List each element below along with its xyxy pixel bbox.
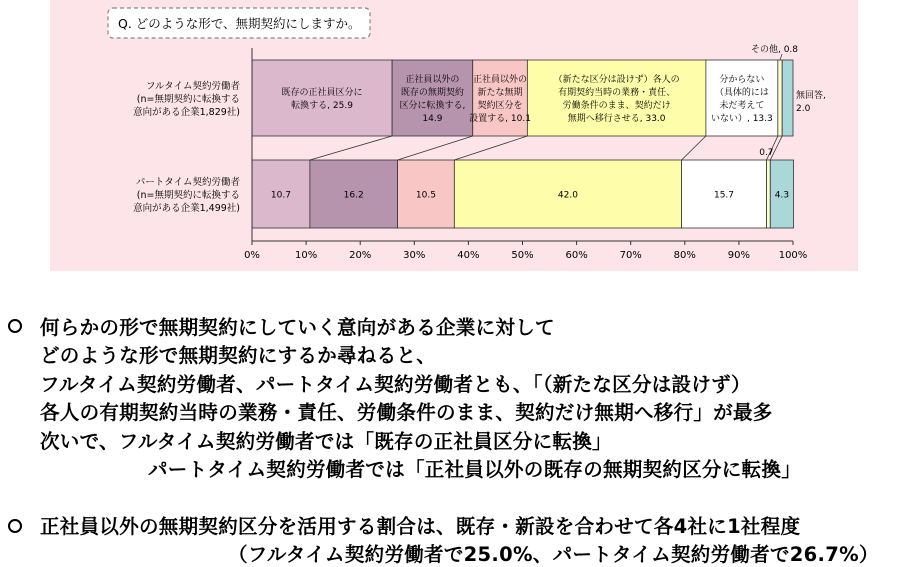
part-seg-label-6: 0.7 bbox=[759, 148, 774, 158]
row-label-2-line-1: パートタイム契約労働者 bbox=[135, 177, 240, 188]
part-seg-label-7: 4.3 bbox=[774, 190, 790, 201]
bullet-1-line-3: フルタイム契約労働者、パートタイム契約労働者とも、「（新たな区分は設けず） bbox=[40, 373, 751, 396]
full-seg-label-7-line-1: 無回答, bbox=[796, 91, 826, 101]
bullet-2-line-1: 正社員以外の無期契約区分を活用する割合は、既存・新設を合わせて各4社に1社程度 bbox=[40, 515, 801, 538]
full-seg-label-5-line-2: （具体的には bbox=[714, 88, 769, 98]
bar-segment-row1-2 bbox=[392, 60, 473, 136]
full-seg-label-3-line-3: 契約区分を bbox=[477, 101, 523, 111]
x-tick-label-7: 70% bbox=[619, 250, 642, 261]
x-tick-label-0: 0% bbox=[244, 250, 260, 261]
full-seg-label-7-line-2: 2.0 bbox=[796, 104, 811, 114]
connector-line-4 bbox=[682, 136, 706, 160]
bullet-1-line-4: 各人の有期契約当時の業務・責任、労働条件のまま、契約だけ無期へ移行」が最多 bbox=[40, 401, 773, 424]
bullet-1-line-1: 何らかの形で無期契約にしていく意向がある企業に対して bbox=[40, 316, 555, 339]
chart-panel bbox=[50, 0, 858, 271]
part-seg-label-5: 15.7 bbox=[713, 190, 735, 201]
bullet-1-line-2: どのような形で無期契約にするか尋ねると、 bbox=[40, 344, 437, 367]
part-seg-label-4: 42.0 bbox=[557, 190, 578, 201]
row-label-2-line-2: (n=無期契約に転換する bbox=[136, 190, 240, 201]
bullet-1-line-5: 次いで、フルタイム契約労働者では「既存の正社員区分に転換」 bbox=[40, 430, 612, 453]
bullet-1-line-6: パートタイム契約労働者では「正社員以外の既存の無期契約区分に転換」 bbox=[148, 458, 802, 481]
x-tick-label-8: 80% bbox=[673, 250, 696, 261]
bullet-2-line-2: （フルタイム契約労働者で25.0%、パートタイム契約労働者で26.7%） bbox=[228, 543, 879, 566]
x-tick-label-9: 90% bbox=[727, 250, 751, 261]
bar-segment-row1-7 bbox=[782, 60, 793, 136]
full-seg-label-4-line-1: （新たな区分は設けず）各人の bbox=[553, 75, 680, 85]
bullet-1-circle-icon bbox=[8, 319, 22, 333]
full-seg-label-5-line-1: 分からない bbox=[719, 75, 765, 85]
full-seg-label-2-line-4: 14.9 bbox=[422, 114, 443, 124]
full-seg-label-2-line-2: 既存の無期契約 bbox=[400, 88, 464, 98]
full-seg-label-1-line-2: 転換する, 25.9 bbox=[291, 101, 353, 111]
full-seg-label-5-line-4: いない）, 13.3 bbox=[710, 114, 773, 124]
x-tick-label-1: 10% bbox=[294, 250, 318, 261]
full-seg-label-3-line-4: 設置する, 10.1 bbox=[469, 114, 531, 124]
connector-line-2 bbox=[398, 136, 473, 160]
part-seg-label-2: 16.2 bbox=[343, 190, 364, 201]
x-tick-label-10: 100% bbox=[778, 250, 808, 261]
full-seg-label-2-line-1: 正社員以外の bbox=[405, 75, 460, 85]
x-tick-label-4: 40% bbox=[457, 250, 480, 261]
full-seg-label-3-line-1: 正社員以外の bbox=[473, 75, 528, 85]
row-label-1-line-2: (n=無期契約に転換する bbox=[136, 94, 240, 105]
full-seg-label-4-line-3: 労働条件のまま、契約だけ bbox=[562, 101, 671, 111]
row-label-2-line-3: 意向がある企業1,499社) bbox=[133, 203, 240, 214]
part-seg-label-3: 10.5 bbox=[415, 190, 436, 201]
x-tick-label-3: 30% bbox=[403, 250, 426, 261]
x-tick-label-6: 60% bbox=[565, 250, 588, 261]
full-seg-label-6: その他, 0.8 bbox=[750, 45, 799, 55]
full-seg-label-4-line-4: 無期へ移行させる, 33.0 bbox=[567, 114, 666, 124]
stacked-bar-chart bbox=[50, 0, 858, 271]
bar-segment-row1-3 bbox=[473, 60, 528, 136]
row-label-1-line-1: フルタイム契約労働者 bbox=[145, 81, 240, 92]
full-seg-label-2-line-3: 区分に転換する, bbox=[399, 101, 466, 111]
bullet-2-circle-icon bbox=[8, 519, 22, 533]
full-seg-label-4-line-2: 有期契約当時の業務・責任、 bbox=[558, 88, 676, 98]
row-label-1-line-3: 意向がある企業1,829社) bbox=[133, 107, 240, 118]
bar-segment-row1-1 bbox=[252, 60, 392, 136]
bar-segment-row1-5 bbox=[706, 60, 778, 136]
connector-line-1 bbox=[310, 136, 392, 160]
x-tick-label-2: 20% bbox=[349, 250, 372, 261]
full-seg-label-1-line-1: 既存の正社員区分に bbox=[281, 88, 363, 98]
bar-segment-row2-6 bbox=[766, 160, 770, 228]
x-tick-label-5: 50% bbox=[511, 250, 534, 261]
connector-line-3 bbox=[454, 136, 527, 160]
chart-title: Q. どのような形で、無期契約にしますか。 bbox=[118, 16, 361, 31]
bar-segment-row1-6 bbox=[778, 60, 782, 136]
full-seg-label-5-line-3: 未だ考えて bbox=[719, 101, 765, 111]
full-seg-label-3-line-2: 新たな無期 bbox=[477, 88, 523, 98]
bar-segment-row1-4 bbox=[527, 60, 706, 136]
part-seg-label-1: 10.7 bbox=[270, 190, 291, 201]
